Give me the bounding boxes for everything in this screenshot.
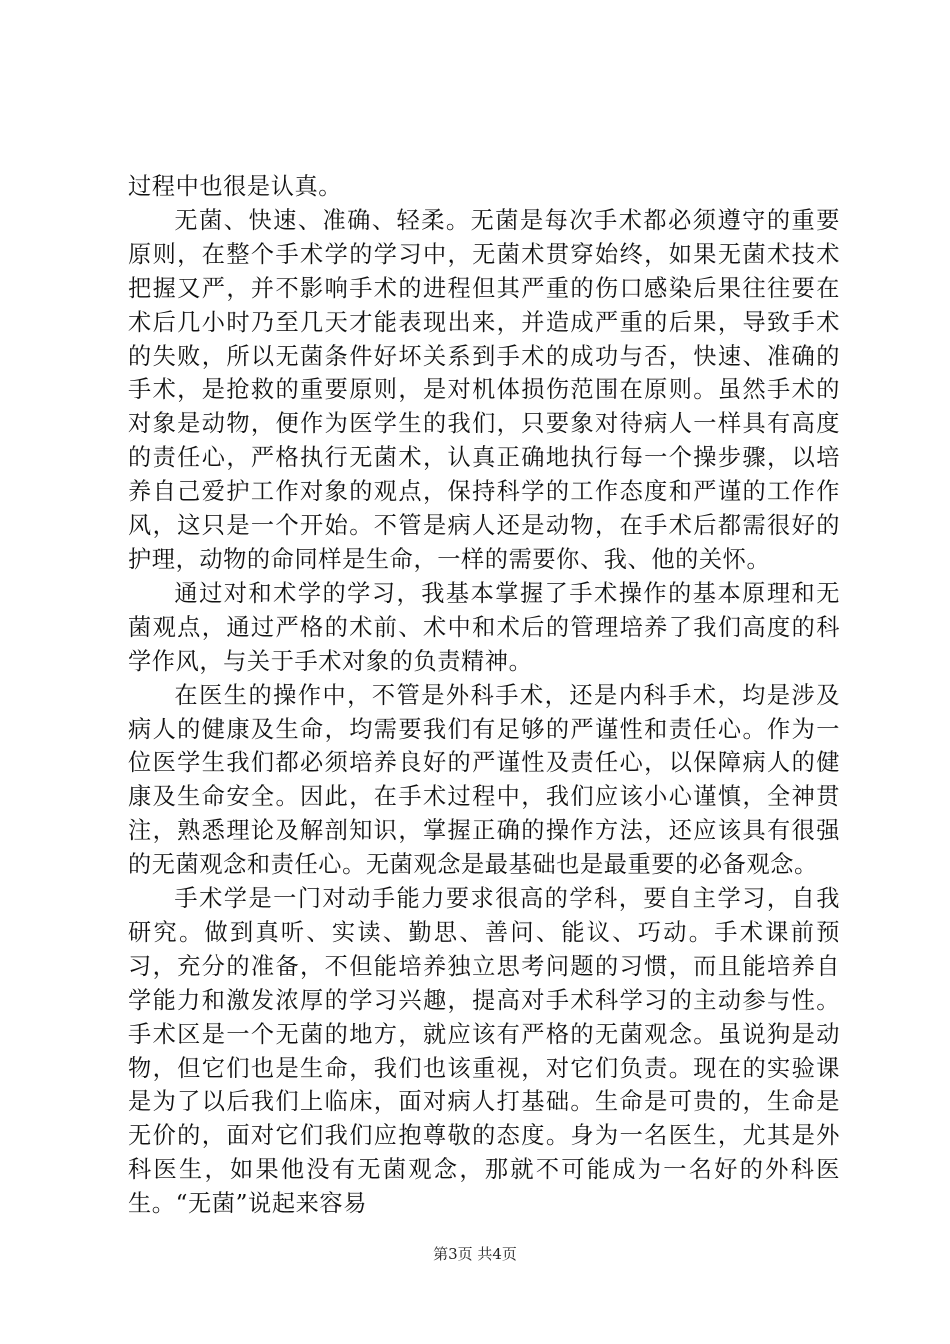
paragraph: 通过对和术学的学习，我基本掌握了手术操作的基本原理和无菌观点，通过严格的术前、术中和术后的管理培养了我们高度的科学作风，与关于手术对象的负责精神。 (128, 579, 840, 675)
paragraph: 过程中也很是认真。 (128, 173, 343, 200)
paragraph: 在医生的操作中，不管是外科手术，还是内科手术，均是涉及病人的健康及生命，均需要我们有足够的严谨性和责任心。作为一位医学生我们都必须培养良好的严谨性及责任心，以保障病人的健康及生命安全。因此，在手术过程中，我们应该小心谨慎，全神贯注，熟悉理论及解剖知识，掌握正确的操作方法，还应该具有很强的无菌观念和责任心。无菌观念是最基础也是最重要的必备观念。 (128, 681, 840, 879)
paragraph: 手术学是一门对动手能力要求很高的学科，要自主学习，自我研究。做到真听、实读、勤思、善问、能议、巧动。手术课前预习，充分的准备，不但能培养独立思考问题的习惯，而且能培养自学能力和激发浓厚的学习兴趣，提高对手术科学习的主动参与性。手术区是一个无菌的地方，就应该有严格的无菌观念。虽说狗是动物，但它们也是生命，我们也该重视，对它们负责。现在的实验课是为了以后我们上临床，面对病人打基础。生命是可贵的，生命是无价的，面对它们我们应抱尊敬的态度。身为一名医生，尤其是外科医生，如果他没有无菌观念，那就不可能成为一名好的外科医生。“无菌”说起来容易 (128, 885, 840, 1218)
document-body (128, 170, 840, 1221)
paragraph: 无菌、快速、准确、轻柔。无菌是每次手术都必须遵守的重要原则，在整个手术学的学习中，无菌术贯穿始终，如果无菌术技术把握又严，并不影响手术的进程但其严重的伤口感染后果往往要在术后几小时乃至几天才能表现出来，并造成严重的后果，导致手术的失败，所以无菌条件好坏关系到手术的成功与否，快速、准确的手术，是抢救的重要原则，是对机体损伤范围在原则。虽然手术的对象是动物，便作为医学生的我们，只要象对待病人一样具有高度的责任心，严格执行无菌术，认真正确地执行每一个操步骤，以培养自己爱护工作对象的观点，保持科学的工作态度和严谨的工作作风，这只是一个开始。不管是病人还是动物，在手术后都需很好的护理，动物的命同样是生命，一样的需要你、我、他的关怀。 (128, 206, 840, 573)
page-footer: 第3页 共4页 (433, 1245, 517, 1263)
